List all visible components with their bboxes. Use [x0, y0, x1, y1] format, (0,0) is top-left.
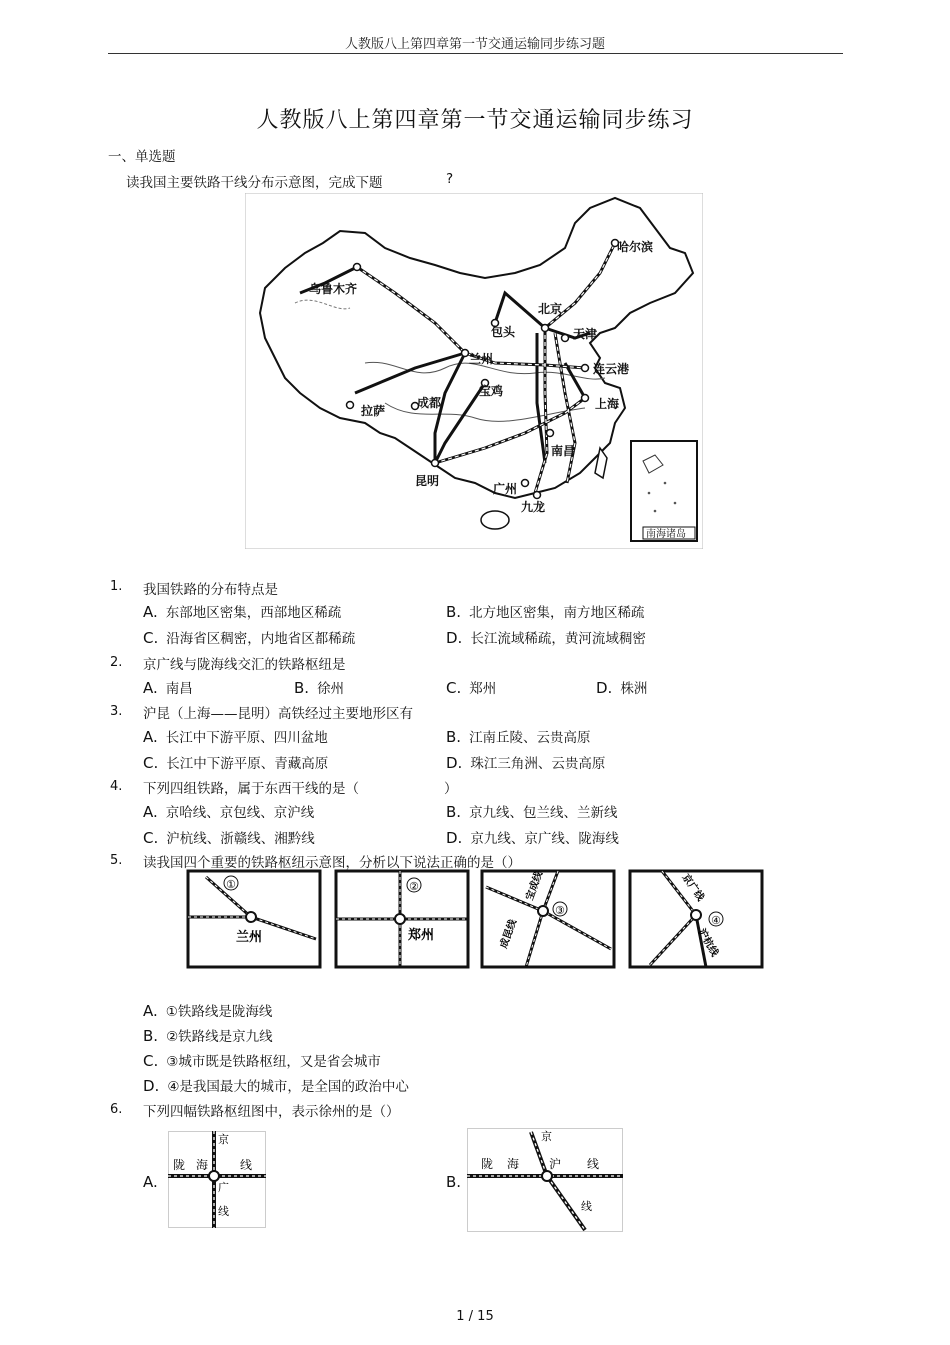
q3-option-d[interactable]: D. 珠江三角洲、云贵高原 [446, 754, 606, 772]
city-label-urumqi: 乌鲁木齐 [309, 282, 358, 296]
city-label-kowloon: 九龙 [521, 500, 546, 514]
hub3-line-b: 成昆线 [498, 918, 520, 951]
hub3-mark: ③ [555, 904, 565, 917]
q4-option-c[interactable]: C. 沪杭线、浙赣线、湘黔线 [143, 829, 315, 847]
city-label-beijing: 北京 [538, 302, 563, 316]
hub2-mark: ② [409, 880, 419, 893]
q5-option-b[interactable]: B. ②铁路线是京九线 [143, 1027, 273, 1045]
city-label-chengdu: 成都 [417, 396, 442, 410]
q6a-label-6: 线 [218, 1205, 229, 1218]
page-number: 1 / 15 [456, 1309, 494, 1324]
q1-stem: 我国铁路的分布特点是 [143, 582, 278, 598]
city-label-lanzhou: 兰州 [469, 352, 494, 366]
q6a-label-3: 海 [196, 1158, 209, 1172]
q4-stem: 下列四组铁路，属于东西干线的是（ [143, 781, 359, 797]
q4-stem-end: ） [444, 781, 458, 797]
q5-option-c[interactable]: C. ③城市既是铁路枢纽，又是省会城市 [143, 1052, 381, 1070]
city-label-shanghai: 上海 [595, 397, 620, 411]
q3-option-a[interactable]: A. 长江中下游平原、四川盆地 [143, 728, 328, 746]
hub3-line-a: 宝成线 [524, 870, 546, 903]
q4-option-d[interactable]: D. 京九线、京广线、陇海线 [446, 829, 619, 847]
q5-stem: 读我国四个重要的铁路枢纽示意图，分析以下说法正确的是（） [143, 855, 521, 871]
hub1-mark: ① [226, 878, 236, 891]
q6-number: 6. [110, 1102, 123, 1117]
q3-option-c[interactable]: C. 长江中下游平原、青藏高原 [143, 754, 329, 772]
hub4-mark: ④ [711, 914, 721, 927]
city-label-baotou: 包头 [491, 325, 516, 339]
q6-option-a[interactable]: A. [143, 1173, 158, 1191]
city-label-nanchang: 南昌 [551, 444, 576, 458]
q4-option-b[interactable]: B. 京九线、包兰线、兰新线 [446, 803, 618, 821]
hub4-line-a: 京广线 [679, 872, 706, 904]
q5-option-a[interactable]: A. ①铁路线是陇海线 [143, 1002, 273, 1020]
q1-option-d[interactable]: D. 长江流域稀疏，黄河流域稠密 [446, 629, 646, 647]
q6b-label-4: 沪 [549, 1157, 562, 1171]
q6b-label-1: 京 [541, 1130, 552, 1143]
city-label-kunming: 昆明 [415, 474, 440, 488]
q2-option-d[interactable]: D. 株洲 [596, 679, 648, 697]
q4-number: 4. [110, 779, 123, 794]
q1-option-c[interactable]: C. 沿海省区稠密，内地省区都稀疏 [143, 629, 356, 647]
q6a-label-2: 陇 [173, 1158, 186, 1172]
q1-option-b[interactable]: B. 北方地区密集，南方地区稀疏 [446, 603, 645, 621]
q6a-label-5: 广 [218, 1181, 229, 1194]
city-label-lhasa: 拉萨 [361, 404, 386, 418]
railway-map [245, 193, 703, 549]
page-title: 人教版八上第四章第一节交通运输同步练习 [256, 108, 694, 133]
q2-option-c[interactable]: C. 郑州 [446, 679, 497, 697]
q1-number: 1. [110, 579, 123, 594]
q4-option-a[interactable]: A. 京哈线、京包线、京沪线 [143, 803, 315, 821]
hub1-city: 兰州 [236, 930, 263, 945]
q6b-label-5: 线 [587, 1157, 600, 1171]
q2-option-a[interactable]: A. 南昌 [143, 679, 193, 697]
q6a-label-4: 线 [240, 1158, 253, 1172]
q2-stem: 京广线与陇海线交汇的铁路枢纽是 [143, 657, 346, 673]
q6b-label-3: 海 [507, 1157, 520, 1171]
q6b-label-2: 陇 [481, 1157, 494, 1171]
q6-option-b[interactable]: B. [446, 1173, 462, 1191]
q3-option-b[interactable]: B. 江南丘陵、云贵高原 [446, 728, 591, 746]
section-heading: 一、单选题 [108, 149, 176, 165]
hub2-city: 郑州 [408, 928, 435, 943]
q6a-label-1: 京 [218, 1133, 229, 1146]
q5-option-d[interactable]: D. ④是我国最大的城市，是全国的政治中心 [143, 1077, 409, 1095]
city-label-harbin: 哈尔滨 [617, 240, 654, 254]
header-rule [108, 53, 843, 54]
q2-option-b[interactable]: B. 徐州 [294, 679, 345, 697]
inset-label: 南海诸岛 [646, 529, 686, 540]
q2-number: 2. [110, 655, 123, 670]
q6-stem: 下列四幅铁路枢纽图中，表示徐州的是（） [143, 1104, 400, 1120]
city-label-baoji: 宝鸡 [479, 384, 504, 398]
running-header: 人教版八上第四章第一节交通运输同步练习题 [344, 37, 605, 52]
q6-diagram-a [168, 1131, 266, 1228]
q6-diagram-b [467, 1128, 623, 1232]
q5-number: 5. [110, 853, 123, 868]
intro-text: 读我国主要铁路干线分布示意图，完成下题 [126, 175, 383, 191]
q1-option-a[interactable]: A. 东部地区密集，西部地区稀疏 [143, 603, 342, 621]
intro-mark: ? [446, 171, 454, 187]
hub-diagrams [186, 869, 766, 971]
city-label-lianyungang: 连云港 [593, 362, 630, 376]
q3-number: 3. [110, 704, 123, 719]
q3-stem: 沪昆（上海——昆明）高铁经过主要地形区有 [143, 706, 413, 722]
city-label-tianjin: 天津 [573, 327, 598, 341]
city-label-guangzhou: 广州 [493, 482, 518, 496]
q6b-label-6: 线 [581, 1200, 592, 1213]
hub4-line-b: 沪杭线 [695, 927, 720, 959]
